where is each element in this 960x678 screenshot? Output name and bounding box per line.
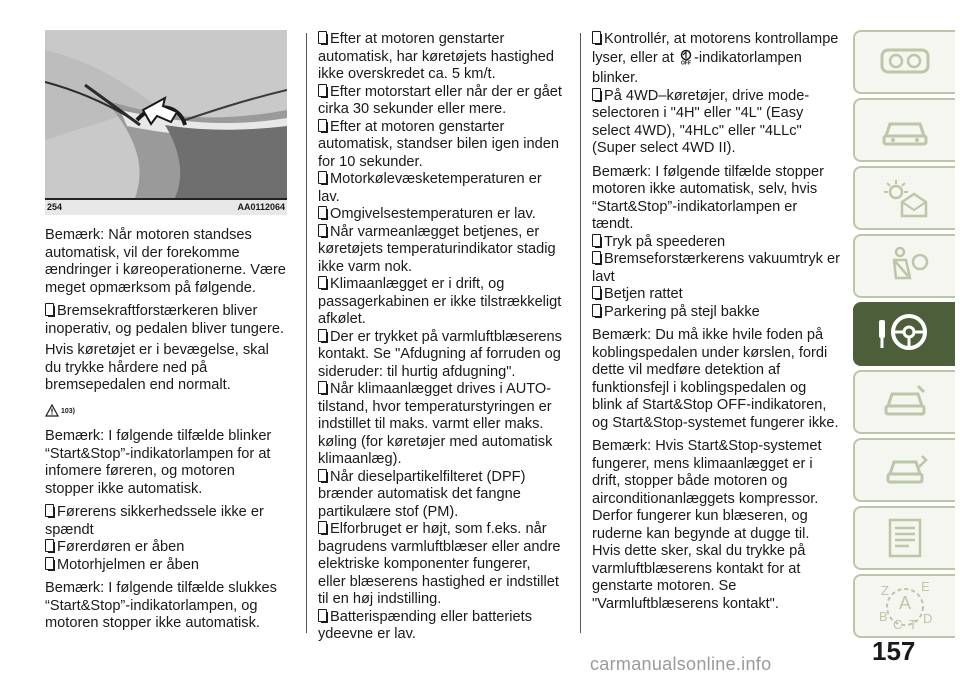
list-item: Kontrollér, at motorens kontrollampe lyser, eller at OFF -indikatorlampen blinker. bbox=[592, 31, 839, 86]
column-divider bbox=[580, 33, 581, 633]
index-letter: T bbox=[909, 617, 917, 631]
list-item: Når klimaanlægget drives i AUTO-tilstand, hvor temperaturstyringen er indstillet til maks. varmt eller maks. køling (for køretøjer med automatisk klimaanlæg). bbox=[318, 381, 553, 467]
car-breakdown-icon bbox=[878, 382, 932, 422]
svg-text:OFF: OFF bbox=[680, 60, 691, 65]
list-item: På 4WD–køretøjer, drive mode-selectoren i "4H" eller "4L" (Easy select 4WD), "4HLc" eller "4LLc" (Super select 4WD II). bbox=[592, 87, 810, 156]
index-letter: Z bbox=[881, 583, 889, 598]
list-item: Førerdøren er åben bbox=[45, 539, 287, 557]
tab-index[interactable] bbox=[853, 574, 955, 638]
column-middle bbox=[318, 31, 562, 644]
index-letter: A bbox=[899, 593, 912, 613]
list-item: Betjen rattet bbox=[592, 286, 840, 304]
list-item: Der er trykket på varmluftblæserens kontakt. Se "Afdugning af forruden og sideruder: til hurtig afdugning". bbox=[318, 328, 562, 380]
bullet-icon bbox=[592, 286, 601, 299]
column-right bbox=[592, 31, 840, 619]
paragraph: Bemærk: I følgende tilfælde blinker “Start&Stop”-indikatorlampen for at infomere føreren, og motoren stopper ikke automatisk. bbox=[45, 428, 272, 497]
list-item: Bremsekraftforstærkeren bliver inoperativ, og pedalen bliver tungere. bbox=[45, 303, 285, 337]
bullet-icon bbox=[318, 171, 327, 184]
figure-caption bbox=[45, 198, 287, 215]
tab-specifications[interactable] bbox=[853, 506, 955, 570]
index-letter: B bbox=[879, 609, 888, 624]
list-item: Når dieselpartikelfilteret (DPF) brænder automatisk det fangne partikulære stof (PM). bbox=[318, 468, 526, 520]
bullet-icon bbox=[45, 303, 54, 316]
tab-dashboard[interactable] bbox=[853, 30, 955, 94]
specifications-list-icon bbox=[878, 516, 932, 560]
column-divider bbox=[306, 33, 307, 633]
key-steering-wheel-icon bbox=[873, 310, 937, 358]
paragraph: Bemærk: I følgende tilfælde stopper motoren ikke automatisk, selv, hvis “Start&Stop”-indikatorlampen er tændt. bbox=[592, 163, 824, 232]
warning-triangle-icon bbox=[45, 404, 59, 417]
paragraph: Bemærk: Når motoren standses automatisk, vil der forekomme ændringer i køreoperationerne. Være meget opmærksom på følgende. bbox=[45, 227, 286, 296]
bullet-icon bbox=[318, 609, 327, 622]
figure-number: 254 bbox=[47, 201, 63, 212]
car-service-icon bbox=[878, 450, 932, 490]
list-item: Parkering på stejl bakke bbox=[592, 304, 840, 322]
car-dashboard-icon bbox=[878, 42, 932, 82]
list-item: Klimaanlægget er i drift, og passagerkabinen er ikke tilstrækkeligt afkølet. bbox=[318, 276, 562, 327]
bullet-icon bbox=[45, 504, 54, 517]
bullet-icon bbox=[318, 276, 327, 289]
list-item: Omgivelsestemperaturen er lav. bbox=[318, 206, 562, 224]
bullet-icon bbox=[45, 539, 54, 552]
list-item: Motorkølevæsketemperaturen er lav. bbox=[318, 171, 542, 205]
start-stop-off-indicator-icon bbox=[678, 49, 694, 71]
bullet-icon bbox=[592, 234, 601, 247]
chapter-tabs bbox=[853, 30, 960, 642]
list-item: Når varmeanlægget betjenes, er køretøjets temperaturindikator stadig ikke varm nok. bbox=[318, 223, 556, 275]
bullet-icon bbox=[318, 224, 327, 237]
warning-reference: 103) bbox=[45, 403, 75, 421]
list-item: Elforbruget er højt, som f.eks. når bagrudens varmluftblæser eller andre elektriske komponenter fungerer, eller blæserens hastighed er indstillet til en høj indstilling. bbox=[318, 521, 561, 607]
list-item: Efter at motoren genstarter automatisk, har køretøjets hastighed ikke overskredet ca. 5 km/t. bbox=[318, 31, 555, 82]
pedal-illustration bbox=[45, 30, 287, 198]
tab-lights[interactable] bbox=[853, 166, 955, 230]
tab-starting-driving[interactable] bbox=[853, 302, 955, 366]
tab-safety-car[interactable] bbox=[853, 98, 955, 162]
paragraph: Bemærk: Du må ikke hvile foden på koblingspedalen under kørslen, fordi dette vil medføre detektion af funktionsfejl i koblingspedalen og blink af Start&Stop OFF-indikatoren, og Start&Stop-systemet fungerer ikke. bbox=[592, 327, 839, 431]
bullet-icon bbox=[318, 84, 327, 97]
tab-emergency[interactable] bbox=[853, 370, 955, 434]
bullet-icon bbox=[592, 88, 601, 101]
seatbelt-airbag-icon bbox=[878, 244, 932, 288]
bullet-icon bbox=[592, 31, 601, 44]
bullet-icon bbox=[318, 206, 327, 219]
list-item: Batterispænding eller batteriets ydeevne er lav. bbox=[318, 608, 532, 642]
page-number: 157 bbox=[872, 636, 916, 666]
tab-service[interactable] bbox=[853, 438, 955, 502]
figure-code: AA0112064 bbox=[237, 201, 285, 212]
bullet-icon bbox=[592, 304, 601, 317]
list-item: Bremseforstærkerens vakuumtryk er lavt bbox=[592, 251, 840, 285]
alphabetical-index-icon bbox=[875, 581, 935, 631]
paragraph: Hvis køretøjet er i bevægelse, skal du trykke hårdere ned på bremsepedalen end normalt. bbox=[45, 342, 269, 393]
bullet-icon bbox=[318, 381, 327, 394]
list-item: Tryk på speederen bbox=[592, 234, 840, 252]
list-item: Motorhjelmen er åben bbox=[45, 557, 287, 575]
index-letter: C bbox=[893, 617, 903, 631]
bullet-icon bbox=[318, 521, 327, 534]
bullet-icon bbox=[318, 329, 327, 342]
bullet-icon bbox=[318, 31, 327, 44]
light-warning-mail-icon bbox=[878, 176, 932, 220]
paragraph: Bemærk: I følgende tilfælde slukkes “Start&Stop”-indikatorlampen, og motoren stopper ikke automatisk. bbox=[45, 580, 277, 631]
column-left bbox=[45, 30, 287, 639]
paragraph: Bemærk: Hvis Start&Stop-systemet fungerer, mens klimaanlægget er i drift, stopper både motoren og airconditionanlæggets kompressor. Derfor fungerer kun blæseren, og ruderne kan begynde at dugge til. Hvis dette sker, skal du trykke på varmluftblæserens kontakt for at genstarte motoren. Se "Varmluftblæserens kontakt". bbox=[592, 438, 822, 612]
watermark: carmanualsonline.info bbox=[590, 654, 772, 674]
car-front-icon bbox=[878, 110, 932, 150]
bullet-icon bbox=[592, 251, 601, 264]
list-item: Efter at motoren genstarter automatisk, standser bilen igen inden for 10 sekunder. bbox=[318, 118, 559, 170]
list-item: Førerens sikkerhedssele ikke er spændt bbox=[45, 504, 264, 538]
index-letter: D bbox=[923, 611, 933, 626]
bullet-icon bbox=[318, 469, 327, 482]
bullet-icon bbox=[318, 119, 327, 132]
tab-safety-seat[interactable] bbox=[853, 234, 955, 298]
list-item: Efter motorstart eller når der er gået cirka 30 sekunder eller mere. bbox=[318, 83, 562, 117]
index-letter: E bbox=[921, 581, 930, 594]
bullet-icon bbox=[45, 557, 54, 570]
